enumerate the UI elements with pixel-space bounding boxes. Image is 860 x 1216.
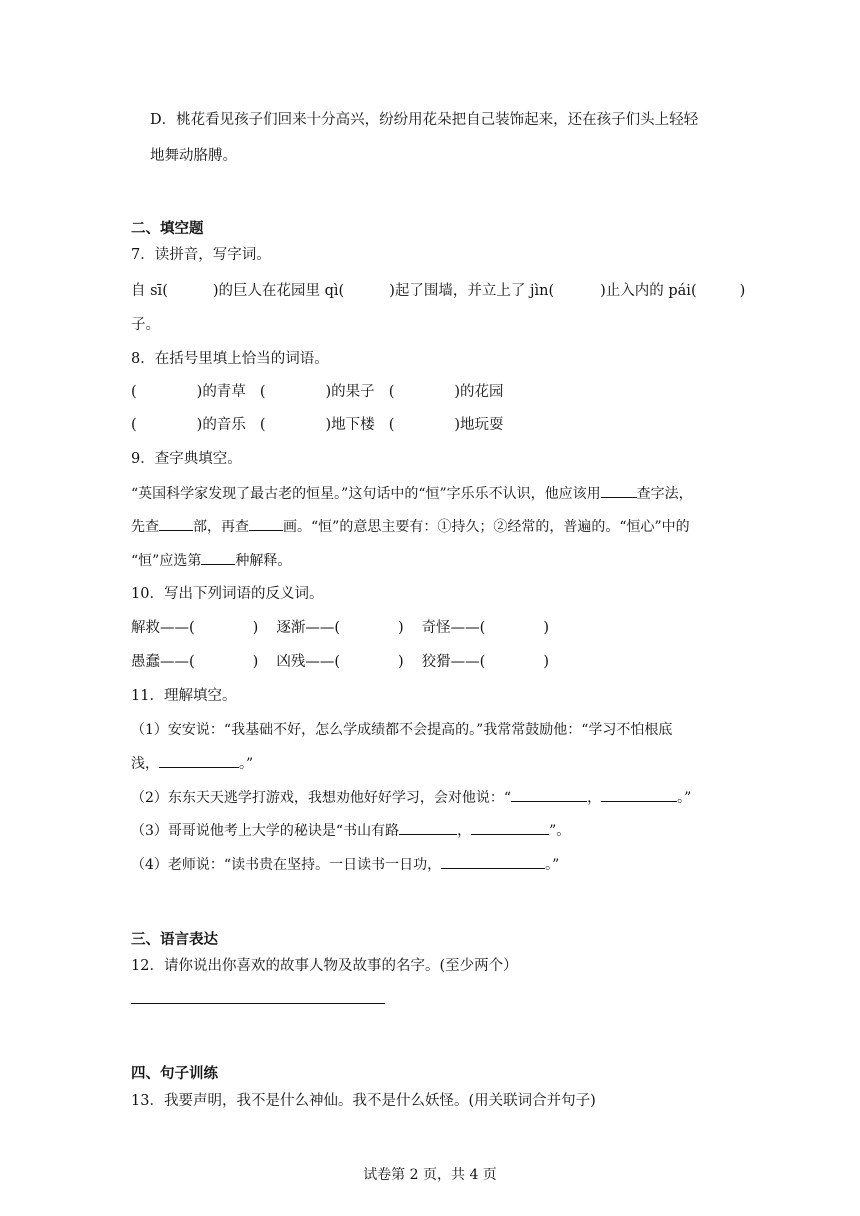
question-9-line1 xyxy=(131,483,693,504)
blank-line[interactable] xyxy=(399,820,457,835)
q8-item: )的音乐 xyxy=(196,417,246,433)
option-d-line1: D．桃花看见孩子们回来十分高兴，纷纷用花朵把自己装饰起来，还在孩子们头上轻轻 xyxy=(150,112,699,128)
q7-seg1: 自 sī( xyxy=(131,283,168,299)
question-11-part1: （1）安安说：“我基础不好，怎么学成绩都不会提高的。”我常常鼓励他：“学习不怕根底 xyxy=(131,722,673,738)
q9-text: 部，再查 xyxy=(193,519,249,535)
q9-text: 查字法， xyxy=(636,486,693,502)
blank-line[interactable] xyxy=(249,516,283,531)
question-11-part4 xyxy=(131,854,559,875)
q11-text: ， xyxy=(457,823,472,839)
question-9-line2 xyxy=(131,516,690,537)
section-heading-language-expression: 三、语言表达 xyxy=(131,931,218,948)
q8-item: )地玩耍 xyxy=(454,417,504,433)
paren-open: ( xyxy=(388,417,395,433)
answer-line[interactable] xyxy=(131,1003,385,1004)
paren-open: ( xyxy=(259,384,266,400)
q9-text: 种解释。 xyxy=(235,553,292,569)
blank-line[interactable] xyxy=(601,787,677,802)
q8-item: )的果子 xyxy=(325,384,375,400)
q9-text: “恒”应选第 xyxy=(131,553,202,569)
q9-text: 画。“恒”的意思主要有：①持久；②经常的，普遍的。“恒心”中的 xyxy=(283,519,690,535)
paren-open: ( xyxy=(131,417,137,433)
antonym-word: 凶残——( xyxy=(276,654,341,670)
q8-item: )的青草 xyxy=(196,384,246,400)
antonym-word: 愚蠢——( xyxy=(131,654,195,670)
question-11-part1-cont xyxy=(131,753,253,774)
question-9-line3 xyxy=(131,550,291,571)
question-9-stem: 9．查字典填空。 xyxy=(131,451,242,467)
question-8-row1 xyxy=(131,382,504,402)
q11-text: 。” xyxy=(239,756,254,772)
blank-line[interactable] xyxy=(601,483,637,498)
section-heading-fill-blank: 二、填空题 xyxy=(131,220,204,237)
paren-open: ( xyxy=(259,417,266,433)
question-7-stem: 7．读拼音，写字词。 xyxy=(131,247,271,263)
blank-line[interactable] xyxy=(511,787,587,802)
paren-close: ) xyxy=(543,620,550,636)
q11-text: ， xyxy=(587,790,602,806)
q8-item: )的花园 xyxy=(454,384,504,400)
q7-seg4: )止入内的 pái( xyxy=(600,283,697,299)
paren-close: ) xyxy=(398,654,404,670)
q11-text: 。” xyxy=(545,857,560,873)
blank-line[interactable] xyxy=(441,854,545,869)
q7-seg5: ) xyxy=(739,283,746,299)
paren-close: ) xyxy=(398,620,404,636)
q11-text: （3）哥哥说他考上大学的秘诀是“书山有路 xyxy=(131,823,400,839)
q7-seg3: )起了围墙，并立上了 jìn( xyxy=(389,283,555,299)
blank-line[interactable] xyxy=(471,820,549,835)
question-11-part3 xyxy=(131,820,570,841)
antonym-word: 逐渐——( xyxy=(276,620,341,636)
antonym-word: 奇怪——( xyxy=(421,620,486,636)
antonym-word: 解救——( xyxy=(131,620,195,636)
option-d-line2: 地舞动胳膊。 xyxy=(150,148,237,164)
q11-text: （4）老师说：“读书贵在坚持。一日读书一日功， xyxy=(131,857,442,873)
page-footer: 试卷第 2 页，共 4 页 xyxy=(363,1167,497,1183)
q11-text: ”。 xyxy=(549,823,571,839)
paren-close: ) xyxy=(252,654,259,670)
question-12: 12．请你说出你喜欢的故事人物及故事的名字。(至少两个） xyxy=(131,958,518,974)
question-10-stem: 10．写出下列词语的反义词。 xyxy=(131,586,324,602)
q7-seg2: )的巨人在花园里 qì( xyxy=(212,283,345,299)
q9-text: 先查 xyxy=(131,519,159,535)
blank-line[interactable] xyxy=(159,516,193,531)
question-13: 13．我要声明，我不是什么神仙。我不是什么妖怪。(用关联词合并句子) xyxy=(131,1093,596,1109)
q8-item: )地下楼 xyxy=(325,417,375,433)
paren-open: ( xyxy=(388,384,395,400)
question-10-row2 xyxy=(131,652,549,672)
paren-close: ) xyxy=(543,654,550,670)
question-11-stem: 11．理解填空。 xyxy=(131,688,237,704)
q9-text: “英国科学家发现了最古老的恒星。”这句话中的“恒”字乐乐不认识，他应该用 xyxy=(131,486,601,502)
q11-text: 。” xyxy=(677,790,692,806)
q11-text: 浅， xyxy=(131,756,159,772)
question-7-cont: 子。 xyxy=(131,317,160,333)
antonym-word: 狡猾——( xyxy=(421,654,486,670)
q11-text: （2）东东天天逃学打游戏，我想劝他好好学习，会对他说：“ xyxy=(131,790,512,806)
paren-close: ) xyxy=(252,620,259,636)
question-10-row1 xyxy=(131,618,549,638)
paren-open: ( xyxy=(131,384,137,400)
question-8-row2 xyxy=(131,415,504,435)
blank-line[interactable] xyxy=(201,550,235,565)
section-heading-sentence-training: 四、句子训练 xyxy=(131,1065,218,1082)
question-11-part2 xyxy=(131,787,691,808)
question-8-stem: 8．在括号里填上恰当的词语。 xyxy=(131,351,329,367)
question-7-text xyxy=(131,281,745,301)
blank-line[interactable] xyxy=(159,753,239,768)
